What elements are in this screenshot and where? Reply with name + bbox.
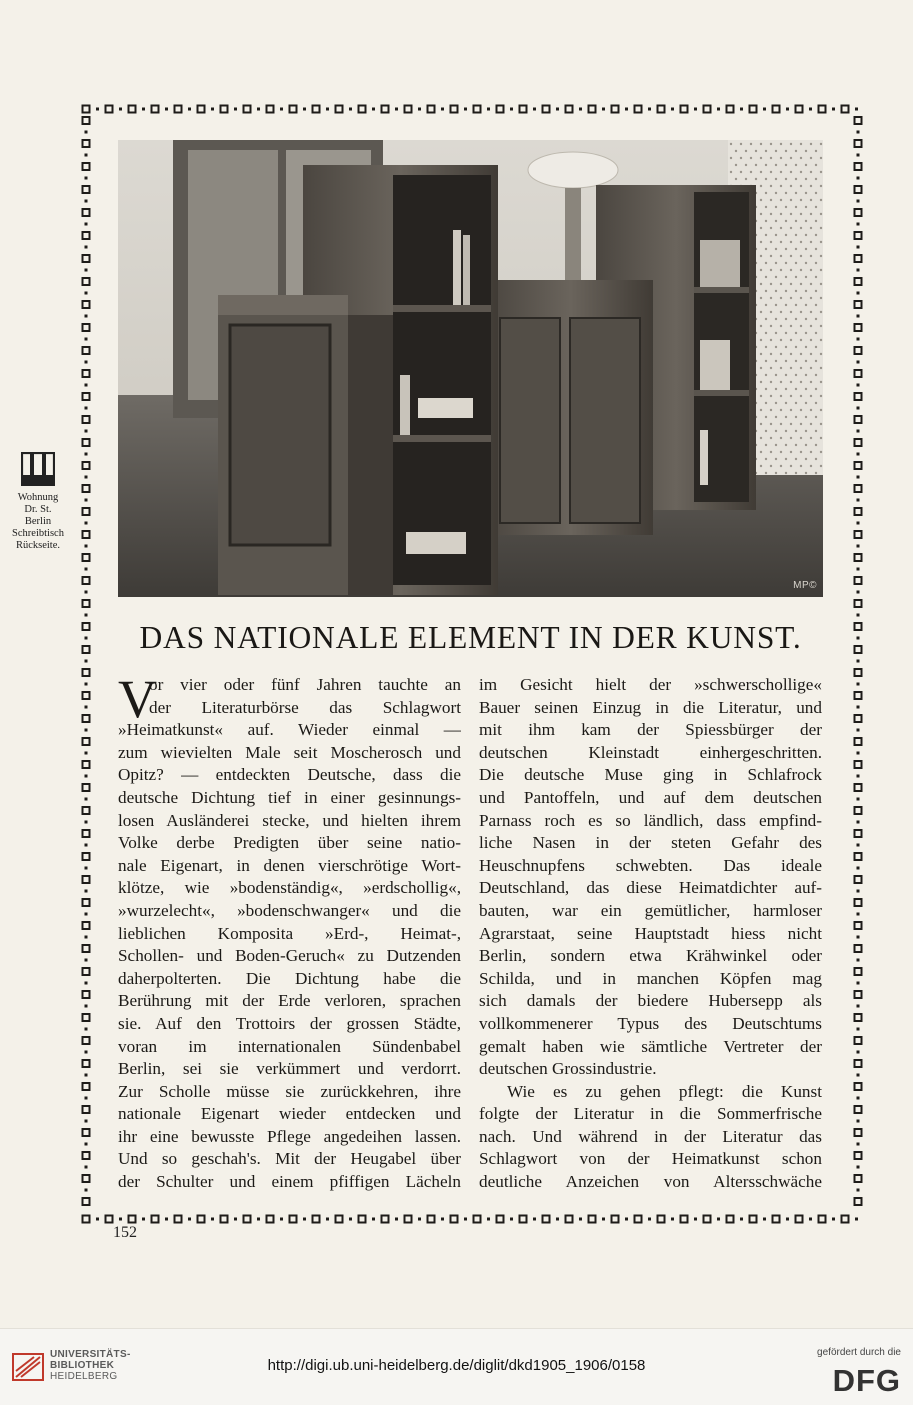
sponsor-caption: gefördert durch die — [817, 1347, 901, 1358]
text-line: Heuschnupfens schwebten. Das ideale — [479, 855, 822, 875]
text-line: voran im internationalen Sündenbabel — [118, 1036, 461, 1056]
side-caption-line: Wohnung — [17, 492, 59, 503]
article-right-column — [479, 674, 822, 1194]
text-line: deutschen Grossindustrie. — [479, 1059, 657, 1079]
photographer-monogram: MP© — [793, 580, 817, 591]
text-line: Bauer seinen Einzug in die Literatur, und — [479, 697, 822, 717]
side-caption-line: Berlin — [24, 516, 52, 527]
text-line: Die deutsche Muse ging in Schlafrock — [479, 765, 822, 785]
article-title: DAS NATIONALE ELEMENT IN DER KUNST. — [139, 620, 802, 655]
text-line: Schlagwort von der Heimatkunst schon — [479, 1149, 822, 1169]
text-line: der Schulter und einem pfiffigen Lächeln — [118, 1172, 461, 1192]
text-line: im Gesicht hielt der »schwerschollige« — [479, 675, 822, 694]
text-line: Berlin, sei sie verkümmert und verdorrt. — [118, 1059, 461, 1079]
text-line: bauten, war ein gemütlicher, harmloser — [479, 900, 822, 920]
library-name-line: HEIDELBERG — [50, 1371, 118, 1382]
side-caption-line: Dr. St. — [24, 504, 52, 515]
library-name-line: BIBLIOTHEK — [50, 1360, 115, 1371]
desk-photograph — [118, 140, 823, 597]
page-number: 152 — [113, 1224, 137, 1241]
text-line: Zur Scholle müsse sie zurückkehren, ihre — [118, 1081, 461, 1101]
drop-cap: V — [118, 669, 157, 729]
text-line: sie. Auf den Trottoirs der grossen Städte, — [118, 1013, 461, 1033]
text-line: der Literaturbörse das Schlagwort — [149, 697, 461, 717]
text-line: Schilda, und in manchen Köpfen mag — [479, 968, 822, 988]
text-line: und Pantoffeln, und auf dem deutschen — [479, 787, 822, 807]
text-line: Agrarstaat, seine Hauptstadt hiess nicht — [479, 923, 822, 943]
text-line: deutsche Dichtung tief in einer gesinnungs- — [118, 787, 461, 807]
text-line: deutliche Anzeichen von Altersschwäche — [479, 1172, 822, 1192]
text-line: deutschen Kleinstadt einhergeschritten. — [479, 742, 822, 762]
side-caption-line: Schreibtisch — [12, 528, 64, 539]
text-line: nationale Eigenart wieder entdecken und — [118, 1104, 461, 1124]
text-line: Opitz? — entdeckten Deutsche, dass die — [118, 765, 461, 785]
text-line: sich damals der biedere Hubersepp als — [479, 991, 822, 1011]
text-line: nale Eigenart, in denen vierschrötige Wort- — [118, 855, 461, 875]
article-left-column — [118, 669, 461, 1194]
bracket-monogram-icon — [21, 452, 55, 486]
text-line: vollkommenerer Typus des Deutschtums — [479, 1013, 822, 1033]
text-line: klötze, wie »bodenständig«, »erdschollig«, — [118, 878, 461, 898]
text-line: lieblichen Komposita »Erd-, Heimat-, — [118, 923, 461, 943]
text-line: daherpolterten. Die Dichtung habe die — [118, 968, 461, 988]
text-line: nach. Und während in der Literatur das — [479, 1126, 822, 1146]
text-line: losen Ausländerei stecke, und hielten ihrem — [118, 810, 461, 830]
text-line: »wurzelecht«, »bodenschwanger« und die — [118, 900, 461, 920]
dfg-logo: DFG — [832, 1363, 901, 1398]
text-line: ihr eine bewusste Pflege angedeihen lassen. — [118, 1126, 461, 1146]
text-line: Und so geschah's. Mit der Heugabel über — [118, 1149, 461, 1169]
digitization-footer — [0, 1328, 913, 1405]
text-line: gemalt haben wie sämtliche Vertreter der — [479, 1036, 822, 1056]
library-name-line: UNIVERSITÄTS- — [50, 1349, 131, 1360]
text-line: Wie es zu gehen pflegt: die Kunst — [507, 1081, 822, 1101]
text-line: mit ihm kam der Spiessbürger der — [479, 720, 822, 740]
text-line: Volke derbe Predigten über seine natio- — [118, 833, 461, 853]
text-line: Berührung mit der Erde verloren, sprachen — [118, 991, 461, 1011]
text-line: Berlin, sondern etwa Krähwinkel oder — [479, 946, 822, 966]
text-line: »Heimatkunst« auf. Wieder einmal — — [118, 720, 461, 740]
source-url-link[interactable]: http://digi.ub.uni-heidelberg.de/diglit/dkd1905_1906/0158 — [267, 1357, 646, 1374]
text-line: Schollen- und Boden-Geruch« zu Dutzenden — [118, 946, 461, 966]
side-caption — [6, 452, 70, 552]
text-line: Deutschland, das diese Heimatdichter auf- — [479, 878, 822, 898]
text-line: folgte der Literatur in die Sommerfrische — [479, 1104, 822, 1124]
text-line: or vier oder fünf Jahren tauchte an — [149, 675, 461, 694]
text-line: zum wievielten Male seit Moscherosch und — [118, 742, 461, 762]
side-caption-line: Rückseite. — [15, 540, 61, 551]
text-line: liche Nasen in der steten Gefahr des — [479, 833, 822, 853]
text-line: Parnass roch es so ländlich, dass empfind- — [479, 810, 822, 830]
